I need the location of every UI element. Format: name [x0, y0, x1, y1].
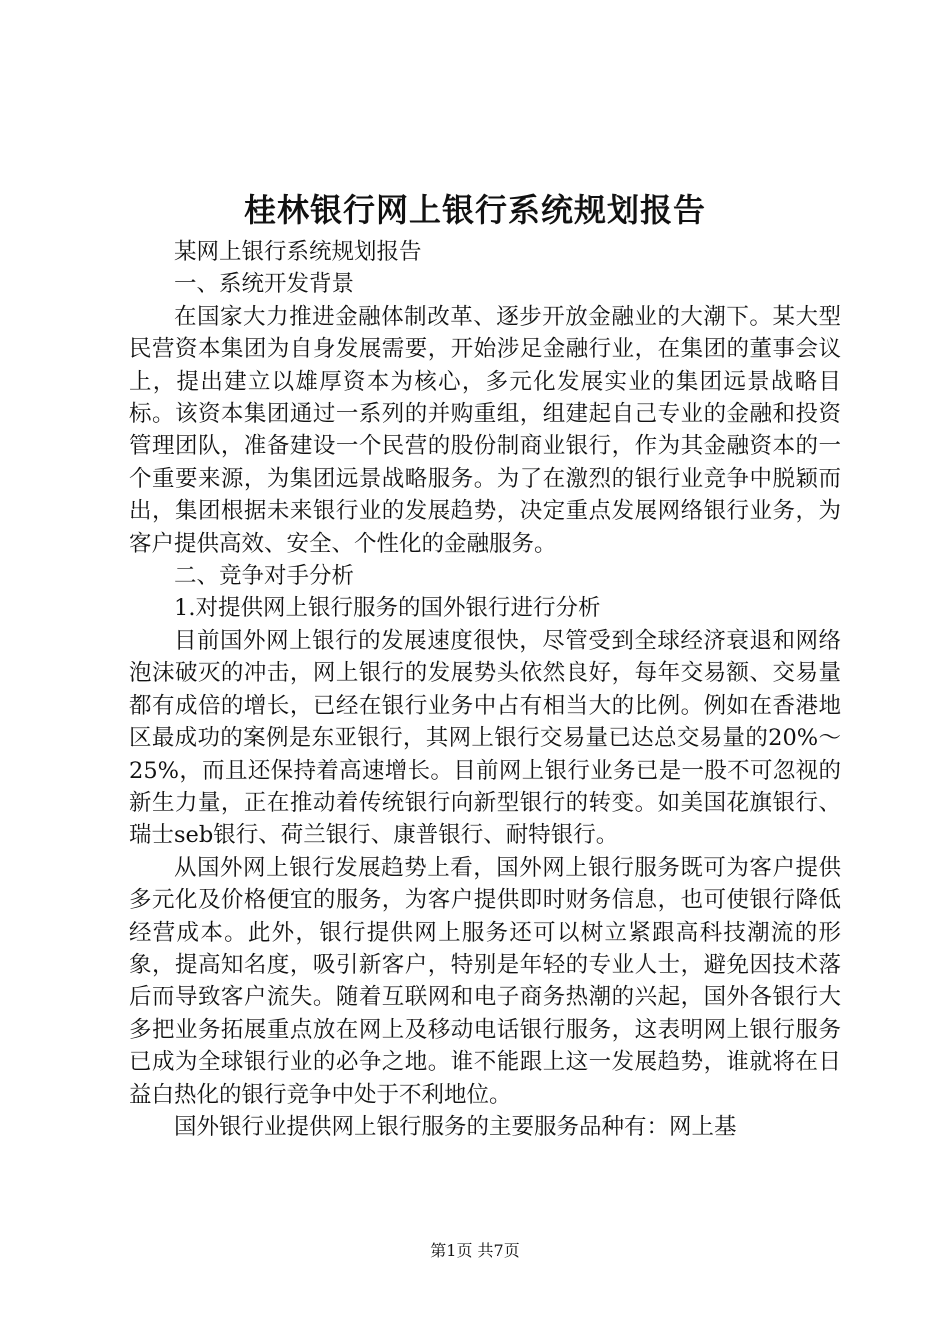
- paragraph-background: 在国家大力推进金融体制改革、逐步开放金融业的大潮下。某大型民营资本集团为自身发展需要，开始涉足金融行业，在集团的董事会议上，提出建立以雄厚资本为核心，多元化发展实业的集团远景战略目标。该资本集团通过一系列的并购重组，组建起自己专业的金融和投资管理团队，准备建设一个民营的股份制商业银行，作为其金融资本的一个重要来源，为集团远景战略服务。为了在激烈的银行业竞争中脱颖而出，集团根据未来银行业的发展趋势，决定重点发展网络银行业务，为客户提供高效、安全、个性化的金融服务。: [129, 303, 841, 557]
- document-title: 桂林银行网上银行系统规划报告: [243, 191, 706, 229]
- paragraph-foreign-development: 目前国外网上银行的发展速度很快，尽管受到全球经济衰退和网络泡沫破灭的冲击，网上银行的发展势头依然良好，每年交易额、交易量都有成倍的增长，已经在银行业务中占有相当大的比例。例如在香港地区最成功的案例是东亚银行，其网上银行交易量已达总交易量的20%～25%，而且还保持着高速增长。目前网上银行业务已是一股不可忽视的新生力量，正在推动着传统银行向新型银行的转变。如美国花旗银行、瑞士seb银行、荷兰银行、康普银行、耐特银行。: [129, 627, 841, 849]
- document-body: [129, 236, 841, 1143]
- section-heading-competitors: 二、竞争对手分析: [174, 563, 355, 590]
- page-footer: 第1页 共7页: [430, 1241, 520, 1260]
- paragraph-foreign-trends: 从国外网上银行发展趋势上看，国外网上银行服务既可为客户提供多元化及价格便宜的服务，为客户提供即时财务信息，也可使银行降低经营成本。此外，银行提供网上服务还可以树立紧跟高科技潮流的形象，提高知名度，吸引新客户，特别是年轻的专业人士，避免因技术落后而导致客户流失。随着互联网和电子商务热潮的兴起，国外各银行大多把业务拓展重点放在网上及移动电话银行服务，这表明网上银行服务已成为全球银行业的必争之地。谁不能跟上这一发展趋势，谁就将在日益白热化的银行竞争中处于不利地位。: [129, 854, 841, 1108]
- paragraph-subtitle: 某网上银行系统规划报告: [174, 239, 422, 265]
- subsection-heading-foreign-banks: 1.对提供网上银行服务的国外银行进行分析: [174, 595, 601, 622]
- section-heading-background: 一、系统开发背景: [174, 271, 355, 298]
- paragraph-foreign-services: 国外银行业提供网上银行服务的主要服务品种有：网上基: [174, 1113, 737, 1140]
